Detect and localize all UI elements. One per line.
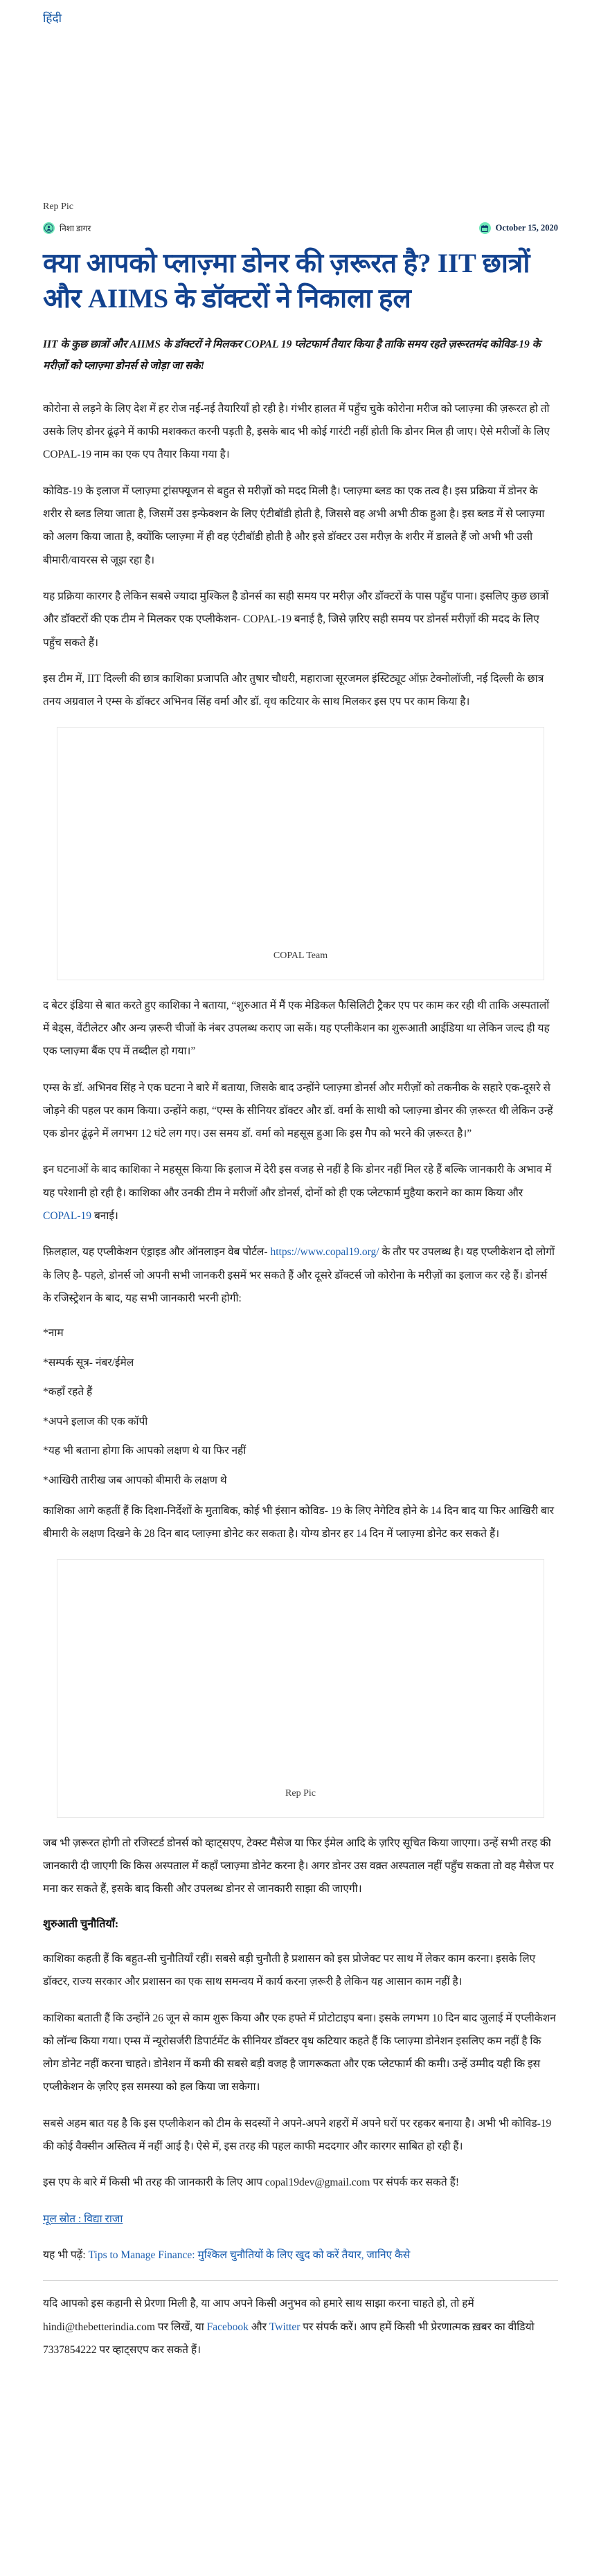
byline <box>43 222 558 234</box>
footer-text-a: यदि आपको इस कहानी से प्रेरणा मिली है, या आप अपने किसी अनुभव को हमारे साथ साझा करना चाहते हो, तो हमें hindi@thebetterindia.com पर लिखें, या <box>43 2298 474 2333</box>
calendar-icon <box>479 222 491 234</box>
hero-figure <box>43 51 558 213</box>
footer-note <box>43 2292 558 2361</box>
paragraph-3: यह प्रक्रिया कारगर है लेकिन सबसे ज्यादा मुश्किल है डोनर्स का सही समय पर मरीज़ और डॉक्टरों के पास पहुँच पाना। इसलिए कुछ छात्रों और डॉक्टरों की एक टीम ने मिलकर एक एप्लीकेशन- COPAL-19 बनाई है, जिसे ज़रिए सही समय पर डोनर्स मरीज़ों की मदद के लिए पहुँच सकते हैं। <box>43 591 549 649</box>
footer-divider <box>43 2280 558 2281</box>
list-item: *कहाँ रहते हैं <box>43 1386 93 1398</box>
list-item: *सम्पर्क सूत्र- नंबर/ईमेल <box>43 1356 134 1369</box>
byline-date <box>479 222 558 234</box>
also-read <box>43 2244 558 2267</box>
also-read-label: यह भी पढ़ें: <box>43 2249 89 2262</box>
paragraph-12: काशिका बताती हैं कि उन्होंने 26 जून से काम शुरू किया और एक हफ्ते में प्रोटोटाइप बना। इसके लगभग 10 दिन बाद जुलाई में एप्लीकेशन को लॉन्च किया गया। एम्स में न्यूरोसर्जरी डिपार्टमेंट के सीनियर डॉक्टर वृध कटियार कहते हैं कि प्लाज़्मा डोनेशन इसलिए कम नहीं है कि लोग डोनेट नहीं करना चाहते। डोनेशन में कमी की सबसे बड़ी वजह है जागरूकता और एक प्लेटफार्म की कमी। उन्हें उम्मीद यही कि इस एप्लीकेशन के ज़रिए इस समस्या को हल किया जा सकेगा। <box>43 2012 556 2093</box>
paragraph-2: कोविड-19 के इलाज में प्लाज़्मा ट्रांसफ्यूजन से बहुत से मरीज़ों को मदद मिली है। प्लाज़्मा ब्लड का एक तत्व है। इस प्रक्रिया में डोनर के शरीर से ब्लड लिया जाता है, जिसमें उस इन्फेक्शन के लिए एंटीबॉडी होती है, जिससे वह अभी अभी ठीक हुआ है। इस ब्लड में से प्लाज़्मा को अलग किया जाता है, क्योंकि प्लाज़्मा में ही वह एंटीबॉडी होती है और इसे डॉक्टर उस मरीज़ के शरीर में डालते हैं जो अभी भी उसी बीमारी/वायरस से जूझ रहा है। <box>43 485 545 566</box>
paragraph-13: सबसे अहम बात यह है कि इस एप्लीकेशन को टीम के सदस्यों ने अपने-अपने शहरों में अपने घरों पर रहकर बनाया है। अभी भी कोविड-19 की कोई वैक्सीन अस्तित्व में नहीं आई है। ऐसे में, इस तरह की पहल काफी मददगार और कारगर साबित हो रही हैं। <box>43 2117 552 2153</box>
list-item: *अपने इलाज की एक कॉपी <box>43 1415 148 1427</box>
paragraph-7-text-a: इन घटनाओं के बाद काशिका ने महसूस किया कि इलाज में देरी इस वजह से नहीं है कि डोनर नहीं मिल रहे हैं बल्कि जानकारी के अभाव में यह परेशानी हो रही है। काशिका और उनकी टीम ने मरीजों और डोनर्स, दोनों को ही एक प्लेटफार्म मुहैया कराने का काम किया और <box>43 1164 552 1199</box>
publish-date: October 15, 2020 <box>495 223 558 233</box>
list-item: *यह भी बताना होगा कि आपको लक्षण थे या फिर नहीं <box>43 1445 246 1457</box>
paragraph-10: जब भी ज़रूरत होगी तो रजिस्टर्ड डोनर्स को व्हाट्सएप, टेक्स्ट मैसेज या फिर ईमेल आदि के ज़रिए सूचित किया जाएगा। उन्हें सभी तरह की जानकारी दी जाएगी कि किस अस्पताल में कहाँ प्लाज़्मा डोनेट करना है। अगर डोनर उस वक़्त अस्पताल नहीं पहुँच सकता तो वह मैसेज पर मना कर सकते हैं, इसके बाद किसी और उपलब्ध डोनर से जानकारी साझा की जाएगी। <box>43 1837 554 1895</box>
figure-caption: COPAL Team <box>273 950 328 961</box>
paragraph-11: काशिका कहती हैं कि बहुत-सी चुनौतियाँ रहीं। सबसे बड़ी चुनौती है प्रशासन को इस प्रोजेक्ट पर साथ में लेकर काम करना। इसके लिए डॉक्टर, राज्य सरकार और प्रशासन का एक साथ समन्वय में कार्य करना ज़रूरी है लेकिन यह आसान काम नहीं है। <box>43 1952 536 1988</box>
user-avatar-icon <box>43 222 55 234</box>
paragraph-8-text-a: फ़िलहाल, यह एप्लीकेशन एंड्राइड और ऑनलाइन वेब पोर्टल- <box>43 1246 271 1259</box>
facebook-link[interactable]: Facebook <box>206 2321 249 2333</box>
paragraph-8-text-b: के तौर पर उपलब्ध है। यह एप्लीकेशन दो लोगों के लिए है- पहले, डोनर्स जो अपनी सभी जानकरी इसमें भर सकते हैं और दूसरे डॉक्टर्स जो कोरोना के मरीज़ों का इलाज कर रहे हैं। डोनर्स के रजिस्ट्रेशन के बाद, यह सभी जानकारी भरनी होगी: <box>43 1246 555 1304</box>
source-link[interactable]: मूल स्रोत : विद्या राजा <box>43 2213 123 2225</box>
twitter-link[interactable]: Twitter <box>269 2321 300 2333</box>
copal19-link[interactable]: COPAL-19 <box>43 1210 92 1223</box>
footer-text-b: और <box>248 2321 269 2333</box>
paragraph-7 <box>43 1158 558 1227</box>
paragraph-5: द बेटर इंडिया से बात करते हुए काशिका ने बताया, “शुरुआत में मैं एक मेडिकल फैसिलिटी ट्रैकर एप पर काम कर रही थी ताकि अस्पतालों में बेड्स, वेंटीलेटर और अन्य ज़रूरी चीजों के नंबर उपलब्ध कराए जा सकें। यह एप्लीकेशन का शुरूआती आईडिया था लेकिन जल्द ही यह एक प्लाज़्मा बैंक एप में तब्दील हो गया।” <box>43 999 550 1058</box>
figure-image <box>57 1560 544 1788</box>
figure-image <box>57 728 544 951</box>
hero-caption: Rep Pic <box>43 201 73 212</box>
paragraph-7-text-b: बनाई। <box>91 1210 118 1223</box>
language-bar <box>0 0 601 26</box>
figure-rep-pic <box>57 1559 544 1818</box>
article-standfirst: IIT के कुछ छात्रों और AIIMS के डॉक्टरों ने मिलकर COPAL 19 प्लेटफार्म तैयार किया है ताकि समय रहते ज़रूरतमंद कोविड-19 के मरीज़ों को प्लाज़्मा डोनर्स से जोड़ा जा सके! <box>43 339 541 372</box>
paragraph-14: इस एप के बारे में किसी भी तरह की जानकारी के लिए आप copal19dev@gmail.com पर संपर्क कर सकते हैं! <box>43 2177 460 2189</box>
paragraph-8 <box>43 1241 558 1310</box>
also-read-link[interactable]: Tips to Manage Finance: मुश्किल चुनौतियों के लिए खुद को करें तैयार, जानिए कैसे <box>88 2249 411 2262</box>
paragraph-1: कोरोना से लड़ने के लिए देश में हर रोज नई-नई तैयारियाँ हो रही है। गंभीर हालत में पहुँच चुके कोरोना मरीज को प्लाज़्मा की ज़रूरत हो तो उसके लिए डोनर ढूंढ़ने में काफी मशक्कत करनी पड़ती है, इसके बाद भी कोई गारंटी नहीं होती कि डोनर मिल ही जाए। ऐसे मरीजों के लिए COPAL-19 नाम का एक एप तैयार किया गया है। <box>43 402 550 461</box>
figure-copal-team <box>57 727 544 980</box>
article-body <box>43 397 558 2361</box>
paragraph-9: काशिका आगे कहतीं हैं कि दिशा-निर्देशों के मुताबिक, कोई भी इंसान कोविड- 19 के लिए नेगेटिव होने के 14 दिन बाद या फिर आखिरी बार बीमारी के लक्षण दिखने के 28 दिन बाद प्लाज़्मा डोनेट कर सकता है। योग्य डोनर हर 14 दिन में प्लाज़्मा डोनेट कर सकते हैं। <box>43 1504 555 1540</box>
footer-paragraph <box>43 2292 558 2361</box>
figure-caption: Rep Pic <box>285 1787 316 1799</box>
page-title: क्या आपको प्लाज़्मा डोनर की ज़रूरत है? IIT छात्रों और AIIMS के डॉक्टरों ने निकाला हल <box>43 249 530 314</box>
copal19-url-link[interactable]: https://www.copal19.org/ <box>270 1246 379 1259</box>
list-item: *नाम <box>43 1327 64 1340</box>
author-name[interactable]: निशा डागर <box>60 224 91 233</box>
paragraph-6: एम्स के डॉ. अभिनव सिंह ने एक घटना ने बारे में बताया, जिसके बाद उन्होंने प्लाज़्मा डोनर्स और मरीज़ों को तकनीक के सहारे एक-दूसरे से जोड़ने की पहल पर काम किया। उन्होंने कहा, “एम्स के सीनियर डॉक्टर और डॉ. वर्मा के साथी को प्लाज़्मा डोनर की ज़रूरत थी लेकिन उन्हें एक डोनर ढूंढ़ने में लगभग 12 घंटे लग गए। उस समय डॉ. वर्मा को महसूस हुआ कि इस गैप को भरने की ज़रूरत है।” <box>43 1081 553 1140</box>
section-heading-challenges: शुरुआती चुनौतियाँ: <box>43 1918 119 1930</box>
source-credit <box>43 2208 558 2231</box>
list-item: *आखिरी तारीख जब आपको बीमारी के लक्षण थे <box>43 1474 227 1486</box>
hero-image <box>43 51 558 196</box>
byline-author <box>43 222 91 234</box>
language-link-hindi[interactable]: हिंदी <box>43 12 62 25</box>
paragraph-4: इस टीम में, IIT दिल्ली की छात्र काशिका प्रजापति और तुषार चौधरी, महाराजा सूरजमल इंस्टिट्यूट ऑफ़ टेक्नोलॉजी, नई दिल्ली के छात्र तनय अग्रवाल ने एम्स के डॉक्टर अभिनव सिंह वर्मा और डॉ. वृध कटियार के साथ मिलकर इस एप पर काम किया है। <box>43 672 544 708</box>
footer-text-c: पर संपर्क करें। आप हमें किसी भी प्रेरणात्मक ख़बर का वीडियो 7337854222 पर व्हाट्सएप कर सकते हैं। <box>43 2321 535 2356</box>
